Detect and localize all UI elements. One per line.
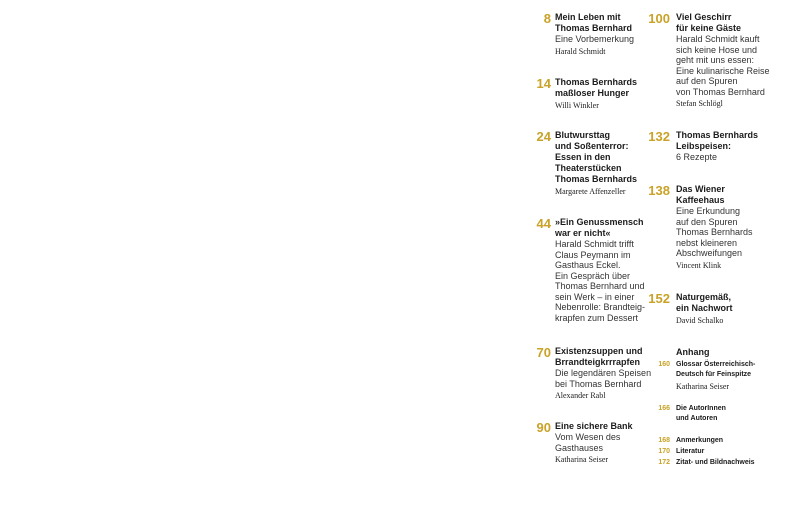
page-number: 132 [648, 129, 670, 144]
toc-entry [536, 76, 638, 111]
entry-title: Existenzsuppen und Brrandteigkrrrapfen [555, 346, 643, 367]
entry-title: Anmerkungen [676, 437, 724, 444]
entry-description: Vom Wesen des Gasthauses [555, 432, 621, 453]
appendix-entry [658, 404, 726, 424]
entry-description: Harald Schmidt kauft sich keine Hose und geht mit uns essen: Eine kulinarische Reise auf den Spuren von Thomas Bernhard [676, 34, 770, 97]
page-number: 70 [536, 345, 551, 360]
entry-title: »Ein Genussmensch war er nicht« [555, 217, 644, 238]
entry-title: Zitat- und Bildnachweis [676, 459, 755, 466]
entry-title: Die AutorInnen und Autoren [676, 405, 726, 422]
entry-author: Stefan Schlögl [676, 99, 723, 108]
page-number: 14 [536, 76, 551, 91]
entry-title: Mein Leben mit Thomas Bernhard [555, 12, 633, 33]
toc-entry [648, 129, 759, 163]
appendix-entry [658, 436, 724, 446]
toc-entry [536, 216, 646, 323]
entry-author: Katharina Seiser [555, 455, 609, 464]
page-number: 152 [648, 291, 670, 306]
entry-description: Eine Vorbemerkung [555, 34, 635, 44]
entry-title: Literatur [676, 448, 705, 455]
appendix-entry [658, 447, 705, 457]
entry-description: Harald Schmidt trifft Claus Peymann im Gasthaus Eckel. Ein Gespräch über Thomas Bernhard und sein Werk – in einer Nebenrolle: Brandteig- krapfen zum Dessert [555, 239, 646, 323]
entry-title: Eine sichere Bank [555, 421, 633, 431]
entry-author: Katharina Seiser [676, 382, 730, 391]
entry-title: Thomas Bernhards Leibspeisen: [676, 130, 759, 151]
page-number: 138 [648, 183, 670, 198]
entry-title: Thomas Bernhards maßloser Hunger [555, 77, 638, 98]
entry-title: Viel Geschirr für keine Gäste [676, 12, 742, 33]
page-number: 160 [658, 361, 670, 368]
toc-entry [536, 420, 633, 465]
page-number: 170 [658, 448, 670, 455]
toc-entry [648, 11, 770, 109]
page-number: 24 [536, 129, 551, 144]
entry-author: Willi Winkler [555, 101, 599, 110]
entry-author: Margarete Affenzeller [555, 187, 626, 196]
entry-title: Blutwursttag und Soßenterror: Essen in den Theaterstücken Thomas Bernhards [555, 130, 638, 184]
entry-author: David Schalko [676, 316, 724, 325]
entry-author: Harald Schmidt [555, 46, 606, 56]
entry-author: Vincent Klink [676, 260, 722, 270]
toc-entry [648, 291, 733, 326]
toc-entry [543, 11, 635, 57]
entry-title: Naturgemäß, ein Nachwort [676, 292, 733, 313]
page-number: 168 [658, 437, 670, 444]
page-number: 90 [536, 420, 551, 435]
page-number: 44 [536, 216, 551, 231]
toc-entry [536, 129, 638, 197]
entry-description: 6 Rezepte [676, 152, 718, 162]
entry-description: Die legendären Speisen bei Thomas Bernhard [555, 368, 652, 389]
toc-entry [536, 345, 652, 401]
toc-entry [648, 183, 753, 271]
appendix-entry [658, 458, 755, 468]
entry-title: Das Wiener Kaffeehaus [676, 184, 725, 205]
entry-description: Eine Erkundung auf den Spuren Thomas Bernhards nebst kleineren Abschweifungen [676, 206, 753, 258]
page-number: 166 [658, 405, 670, 412]
appendix-heading: Anhang [676, 347, 710, 357]
page-number: 8 [543, 11, 551, 26]
page-number: 172 [658, 459, 670, 466]
appendix-section [676, 347, 710, 358]
entry-title: Glossar Österreichisch- Deutsch für Feinspitze [676, 361, 756, 378]
appendix-entry [658, 360, 756, 392]
page-number: 100 [648, 11, 670, 26]
entry-author: Alexander Rabl [555, 391, 606, 400]
